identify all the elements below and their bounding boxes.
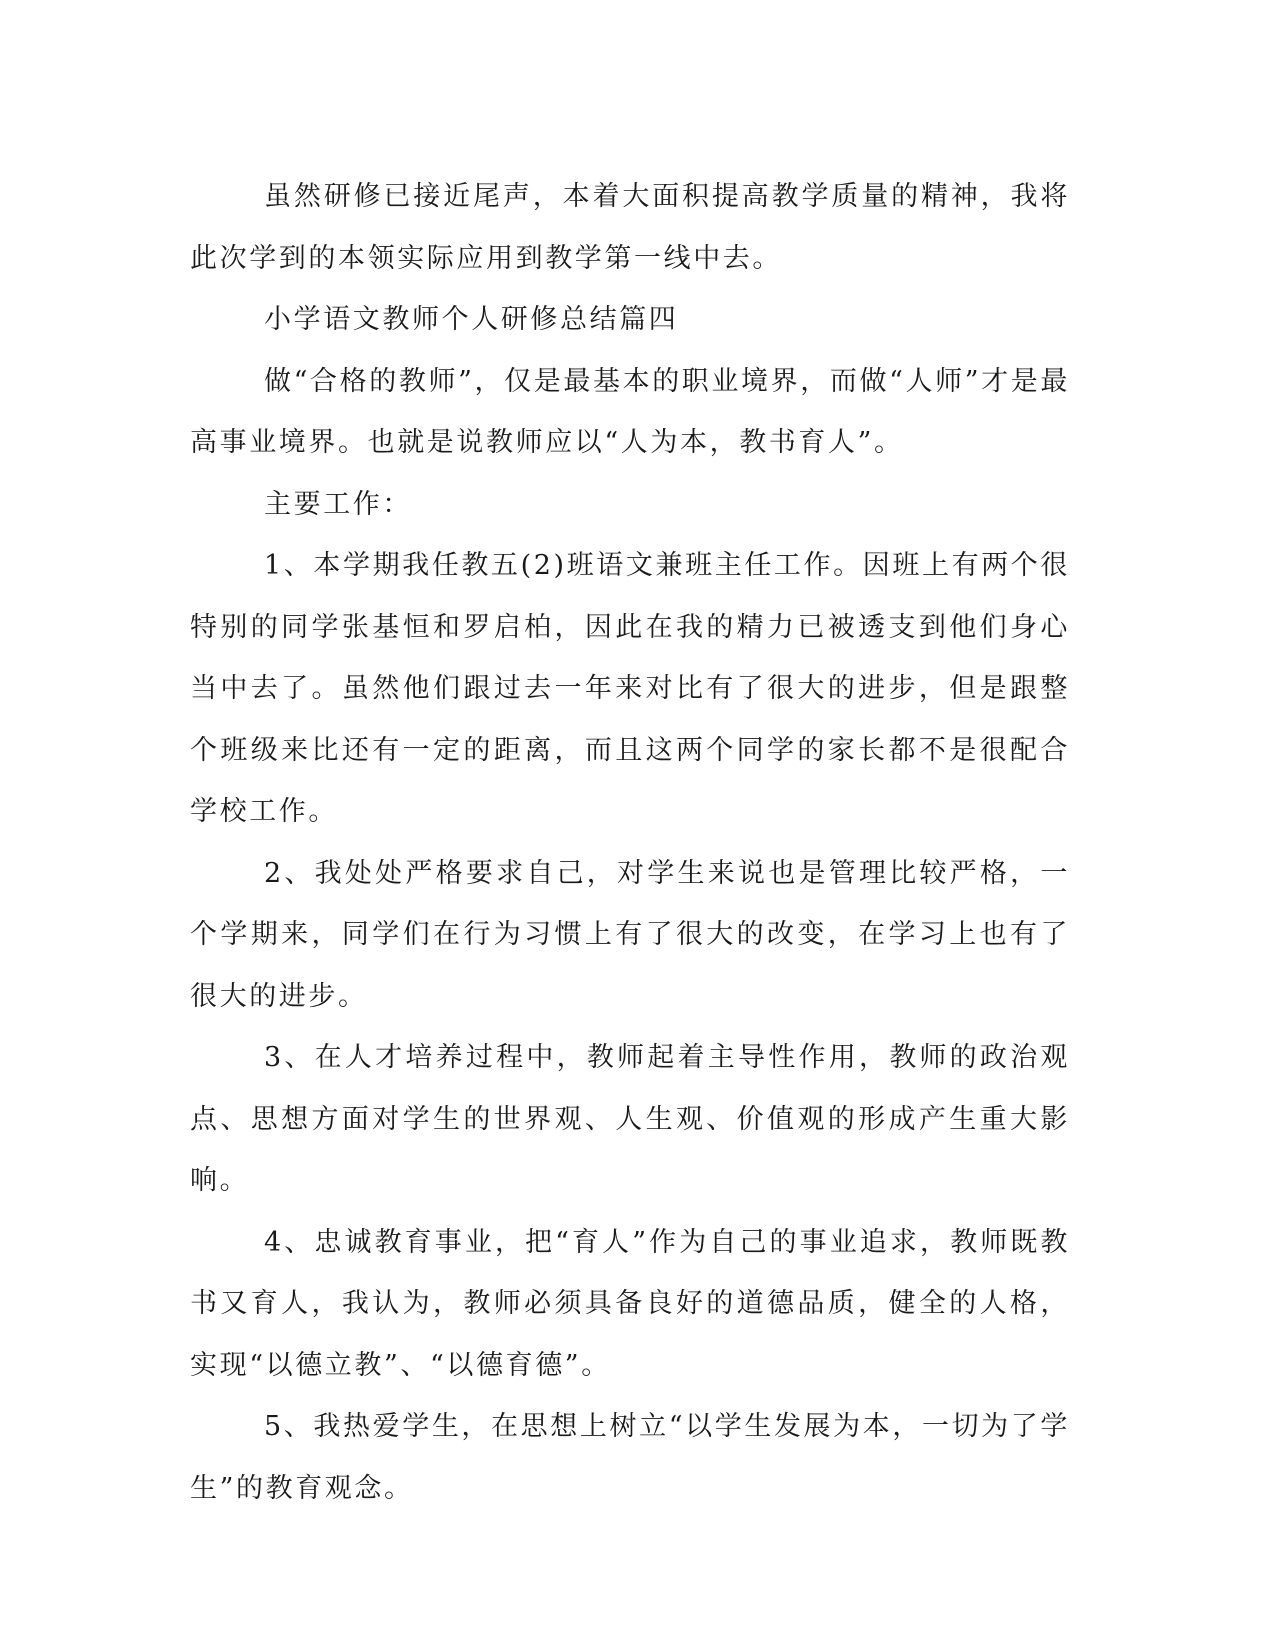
paragraph-closing: 虽然研修已接近尾声，本着大面积提高教学质量的精神，我将此次学到的本领实际应用到教学第一线中去。 [190, 181, 1070, 274]
paragraph-main-work-label: 主要工作： [264, 488, 412, 520]
paragraph-intro: 做“合格的教师”，仅是最基本的职业境界，而做“人师”才是最高事业境界。也就是说教师应以“人为本，教书育人”。 [190, 365, 1070, 458]
document-body [190, 166, 1070, 1519]
section-heading: 小学语文教师个人研修总结篇四 [264, 304, 679, 335]
list-item-1: 1、本学期我任教五(2)班语文兼班主任工作。因班上有两个很特别的同学张基恒和罗启柏，因此在我的精力已被透支到他们身心当中去了。虽然他们跟过去一年来对比有了很大的进步，但是跟整个班级来比还有一定的距离，而且这两个同学的家长都不是很配合学校工作。 [190, 550, 1070, 827]
list-item-2: 2、我处处严格要求自己，对学生来说也是管理比较严格，一个学期来，同学们在行为习惯上有了很大的改变，在学习上也有了很大的进步。 [190, 857, 1070, 1012]
list-item-3: 3、在人才培养过程中，教师起着主导性作用，教师的政治观点、思想方面对学生的世界观、人生观、价值观的形成产生重大影响。 [190, 1042, 1070, 1196]
list-item-4: 4、忠诚教育事业，把“育人”作为自己的事业追求，教师既教书又育人，我认为，教师必须具备良好的道德品质，健全的人格，实现“以德立教”、“以德育德”。 [190, 1226, 1070, 1381]
list-item-5: 5、我热爱学生，在思想上树立“以学生发展为本，一切为了学生”的教育观念。 [190, 1411, 1070, 1504]
